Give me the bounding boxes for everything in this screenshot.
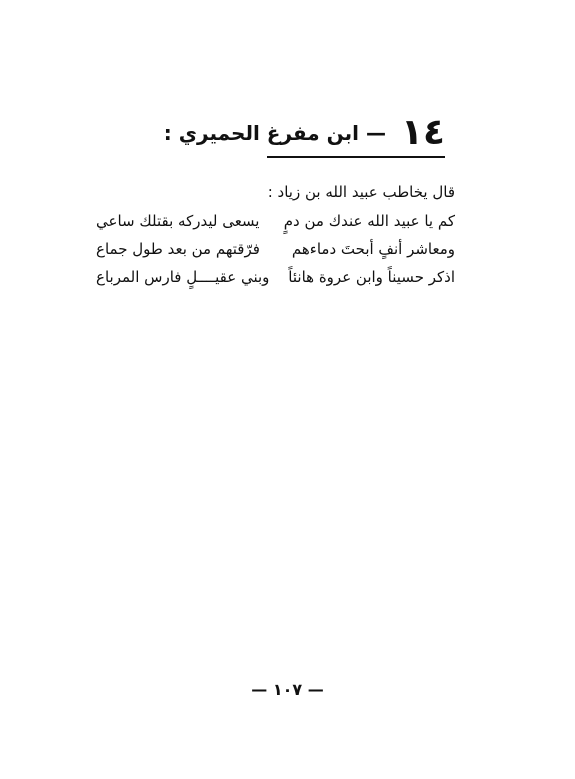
- verse-line: [96, 212, 455, 240]
- verse-line: [96, 240, 455, 268]
- verse-first-hemistich: اذكر حسيناً وابن عروة هانئاً: [288, 268, 455, 286]
- poem-verses: [96, 212, 455, 296]
- verse-second-hemistich: يسعى ليدركه بقتلك ساعي: [96, 212, 260, 230]
- section-heading: [164, 112, 445, 153]
- poem-introduction: قال يخاطب عبيد الله بن زياد :: [267, 183, 455, 201]
- page-number: — ١٠٧ —: [251, 680, 324, 699]
- verse-line: [96, 268, 455, 296]
- verse-first-hemistich: ومعاشر أنفٍ أبحتَ دماءهم: [291, 240, 455, 258]
- section-number: ١٤: [401, 112, 445, 153]
- verse-second-hemistich: فرّقتهم من بعد طول جماع: [96, 240, 260, 258]
- heading-underline: [267, 156, 445, 158]
- verse-first-hemistich: كم يا عبيد الله عندك من دمٍ: [283, 212, 455, 230]
- section-title: — ابن مفرغ الحميري :: [163, 120, 386, 145]
- verse-second-hemistich: وبني عقيــــلٍ فارس المرباع: [96, 268, 270, 286]
